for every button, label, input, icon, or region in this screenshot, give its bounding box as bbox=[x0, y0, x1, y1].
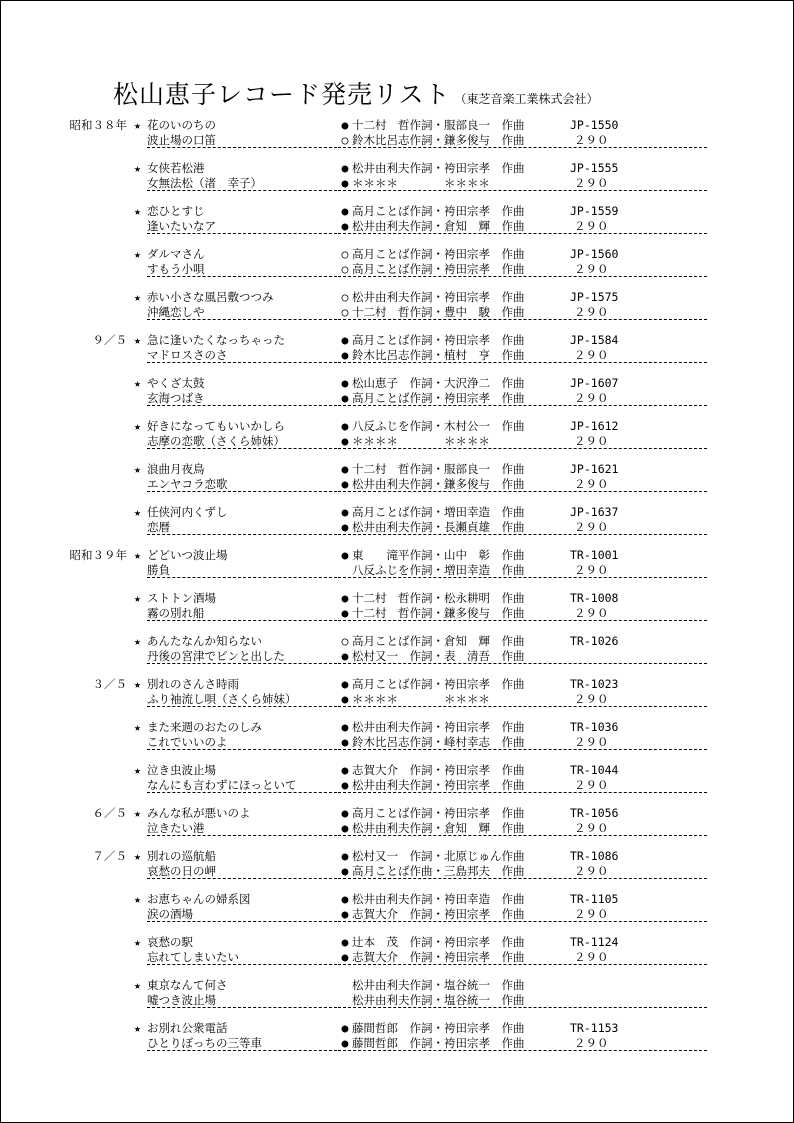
record-entry bbox=[1, 118, 793, 150]
b-side-mark-icon: ● bbox=[341, 821, 349, 835]
star-icon: ★ bbox=[134, 935, 141, 949]
catalog-number: JP-1584 bbox=[570, 333, 619, 347]
catalog-number: TR-1001 bbox=[570, 548, 619, 562]
b-side-credit: 松井由利夫作詞・長瀬貞雄 作曲 bbox=[352, 520, 525, 534]
b-side-credit: 松井由利夫作詞・鎌多俊与 作曲 bbox=[352, 477, 525, 491]
b-side-title: 女無法松（渚 幸子） bbox=[147, 176, 337, 191]
b-side-mark-icon: ● bbox=[341, 348, 349, 362]
b-side-mark-icon: ○ bbox=[341, 133, 349, 147]
b-side-title: 嘘つき波止場 bbox=[147, 993, 337, 1008]
star-icon: ★ bbox=[134, 763, 141, 777]
catalog-number: TR-1036 bbox=[570, 720, 619, 734]
star-icon: ★ bbox=[134, 720, 141, 734]
a-side-mark-icon: ● bbox=[341, 204, 349, 218]
record-entry bbox=[1, 419, 793, 451]
price: ２９０ bbox=[574, 520, 609, 534]
a-side-title: 急に逢いたくなっちゃった bbox=[147, 333, 285, 347]
catalog-number: TR-1086 bbox=[570, 849, 619, 863]
catalog-number: JP-1550 bbox=[570, 118, 619, 132]
star-icon: ★ bbox=[134, 376, 141, 390]
b-side-credit: 高月ことば作詞・袴田宗孝 作曲 bbox=[352, 262, 525, 276]
b-side-title: エンヤコラ恋歌 bbox=[147, 477, 337, 492]
b-side-mark-icon: ● bbox=[341, 219, 349, 233]
b-side-title: 忘れてしまいたい bbox=[147, 950, 337, 965]
b-side-title: 勝負 bbox=[147, 563, 337, 578]
b-side-title: 丹後の宮津でピンと出した bbox=[147, 649, 337, 664]
a-side-title: みんな私が悪いのよ bbox=[147, 806, 251, 820]
price: ２９０ bbox=[574, 606, 609, 620]
price: ２９０ bbox=[574, 477, 609, 491]
a-side-credit: 十二村 哲作詞・松永耕明 作曲 bbox=[352, 591, 525, 605]
catalog-number: TR-1008 bbox=[570, 591, 619, 605]
catalog-number: JP-1560 bbox=[570, 247, 619, 261]
b-side-title: 恋暦 bbox=[147, 520, 337, 535]
b-side-mark-icon: ● bbox=[341, 735, 349, 749]
record-entry bbox=[1, 204, 793, 236]
a-side-mark-icon: ● bbox=[341, 935, 349, 949]
b-side-title: すもう小唄 bbox=[147, 262, 337, 277]
a-side-credit: 松井由利夫作詞・袴田宗孝 作曲 bbox=[352, 290, 525, 304]
b-side-title: 涙の酒場 bbox=[147, 907, 337, 922]
price: ２９０ bbox=[574, 864, 609, 878]
catalog-number: TR-1153 bbox=[570, 1021, 619, 1035]
publisher-subtitle: （東芝音楽工業株式会社） bbox=[454, 92, 599, 106]
b-side-credit: ＊＊＊＊ ＊＊＊＊ bbox=[352, 434, 525, 448]
record-entry bbox=[1, 548, 793, 580]
a-side-mark-icon: ● bbox=[341, 892, 349, 906]
b-side-mark-icon: ○ bbox=[341, 305, 349, 319]
star-icon: ★ bbox=[134, 548, 141, 562]
price: ２９０ bbox=[574, 821, 609, 835]
b-side-mark-icon: ○ bbox=[341, 262, 349, 276]
a-side-credit: 十二村 哲作詞・服部良一 作曲 bbox=[352, 118, 525, 132]
star-icon: ★ bbox=[134, 333, 141, 347]
b-side-title: 波止場の口笛 bbox=[147, 133, 337, 148]
a-side-credit: 八反ふじを作詞・木村公一 作曲 bbox=[352, 419, 525, 433]
record-entry bbox=[1, 806, 793, 838]
b-side-credit: 鈴木比呂志作詞・植村 亨 作曲 bbox=[352, 348, 525, 362]
a-side-title: 恋ひとすじ bbox=[147, 204, 205, 218]
price: ２９０ bbox=[574, 348, 609, 362]
price: ２９０ bbox=[574, 391, 609, 405]
record-entry bbox=[1, 892, 793, 924]
b-side-mark-icon: ● bbox=[341, 391, 349, 405]
a-side-mark-icon: ● bbox=[341, 161, 349, 175]
a-side-credit: 辻本 茂 作詞・袴田宗孝 作曲 bbox=[352, 935, 525, 949]
a-side-credit: 高月ことば作詞・増田幸造 作曲 bbox=[352, 505, 525, 519]
a-side-credit: 松村又一 作詞・北原じゅん作曲 bbox=[352, 849, 525, 863]
catalog-number: TR-1044 bbox=[570, 763, 619, 777]
a-side-mark-icon: ● bbox=[341, 333, 349, 347]
a-side-title: お別れ公衆電話 bbox=[147, 1021, 228, 1035]
catalog-number: JP-1555 bbox=[570, 161, 619, 175]
b-side-mark-icon: ● bbox=[341, 434, 349, 448]
b-side-title: ふり袖流し唄（さくら姉妹） bbox=[147, 692, 337, 707]
record-entry bbox=[1, 333, 793, 365]
record-entry bbox=[1, 505, 793, 537]
a-side-title: ダルマさん bbox=[147, 247, 205, 261]
a-side-title: お恵ちゃんの婦系図 bbox=[147, 892, 251, 906]
b-side-mark-icon: ● bbox=[341, 864, 349, 878]
a-side-mark-icon: ● bbox=[341, 591, 349, 605]
a-side-credit: 松山恵子 作詞・大沢浄二 作曲 bbox=[352, 376, 525, 390]
a-side-mark-icon: ● bbox=[341, 720, 349, 734]
b-side-credit: 松村又一 作詞・表 清吾 作曲 bbox=[352, 649, 525, 663]
b-side-credit: 松井由利夫作詞・袴田宗孝 作曲 bbox=[352, 778, 525, 792]
a-side-mark-icon: ● bbox=[341, 118, 349, 132]
b-side-mark-icon: ● bbox=[341, 907, 349, 921]
star-icon: ★ bbox=[134, 118, 141, 132]
record-entry bbox=[1, 376, 793, 408]
b-side-title: 沖縄恋しや bbox=[147, 305, 337, 320]
b-side-credit: 鈴木比呂志作詞・鎌多俊与 作曲 bbox=[352, 133, 525, 147]
catalog-number: TR-1105 bbox=[570, 892, 619, 906]
b-side-credit: 高月ことば作詞・袴田宗孝 作曲 bbox=[352, 391, 525, 405]
b-side-credit: 志賀大介 作詞・袴田宗孝 作曲 bbox=[352, 907, 525, 921]
star-icon: ★ bbox=[134, 161, 141, 175]
a-side-credit: 十二村 哲作詞・服部良一 作曲 bbox=[352, 462, 525, 476]
a-side-mark-icon: ● bbox=[341, 763, 349, 777]
b-side-title: 玄海つばき bbox=[147, 391, 337, 406]
a-side-title: あんたなんか知らない bbox=[147, 634, 262, 648]
b-side-mark-icon: ● bbox=[341, 606, 349, 620]
star-icon: ★ bbox=[134, 419, 141, 433]
a-side-credit: 松井由利夫作詞・袴田宗孝 作曲 bbox=[352, 720, 525, 734]
record-entry bbox=[1, 634, 793, 666]
release-date: 昭和３８年 bbox=[69, 118, 127, 132]
star-icon: ★ bbox=[134, 247, 141, 261]
a-side-mark-icon: ○ bbox=[341, 634, 349, 648]
b-side-mark-icon: ● bbox=[341, 649, 349, 663]
b-side-credit: 鈴木比呂志作詞・峰村幸志 作曲 bbox=[352, 735, 525, 749]
a-side-title: 好きになってもいいかしら bbox=[147, 419, 285, 433]
catalog-number: TR-1023 bbox=[570, 677, 619, 691]
a-side-title: 花のいのちの bbox=[147, 118, 216, 132]
price: ２９０ bbox=[574, 778, 609, 792]
a-side-mark-icon: ○ bbox=[341, 290, 349, 304]
b-side-credit: 松井由利夫作詞・塩谷統一 作曲 bbox=[352, 993, 525, 1007]
release-date: ３／５ bbox=[92, 677, 127, 691]
release-date: ６／５ bbox=[92, 806, 127, 820]
star-icon: ★ bbox=[134, 677, 141, 691]
release-date: 昭和３９年 bbox=[69, 548, 127, 562]
b-side-title: 志摩の恋歌（さくら姉妹） bbox=[147, 434, 337, 449]
record-entry bbox=[1, 978, 793, 1010]
star-icon: ★ bbox=[134, 204, 141, 218]
star-icon: ★ bbox=[134, 806, 141, 820]
b-side-title: これでいいのよ bbox=[147, 735, 337, 750]
price: ２９０ bbox=[574, 219, 609, 233]
record-entry bbox=[1, 591, 793, 623]
record-entry bbox=[1, 935, 793, 967]
a-side-credit: 高月ことば作詞・袴田宗孝 作曲 bbox=[352, 677, 525, 691]
price: ２９０ bbox=[574, 262, 609, 276]
b-side-mark-icon: ● bbox=[341, 692, 349, 706]
a-side-credit: 高月ことば作詞・袴田宗孝 作曲 bbox=[352, 806, 525, 820]
b-side-title: マドロスさのさ bbox=[147, 348, 337, 363]
catalog-number: TR-1124 bbox=[570, 935, 619, 949]
b-side-credit: 松井由利夫作詞・倉知 輝 作曲 bbox=[352, 821, 525, 835]
a-side-credit: 松井由利夫作詞・袴田幸造 作曲 bbox=[352, 892, 525, 906]
star-icon: ★ bbox=[134, 892, 141, 906]
star-icon: ★ bbox=[134, 849, 141, 863]
catalog-number: JP-1612 bbox=[570, 419, 619, 433]
star-icon: ★ bbox=[134, 978, 141, 992]
catalog-number: JP-1575 bbox=[570, 290, 619, 304]
release-date: ９／５ bbox=[92, 333, 127, 347]
b-side-title: なんにも言わずにほっといて bbox=[147, 778, 337, 793]
star-icon: ★ bbox=[134, 1021, 141, 1035]
price: ２９０ bbox=[574, 133, 609, 147]
b-side-mark-icon: ● bbox=[341, 477, 349, 491]
b-side-mark-icon: ● bbox=[341, 778, 349, 792]
b-side-credit: ＊＊＊＊ ＊＊＊＊ bbox=[352, 176, 525, 190]
b-side-title: ひとりぼっちの三等車 bbox=[147, 1036, 337, 1051]
price: ２９０ bbox=[574, 907, 609, 921]
b-side-mark-icon: ● bbox=[341, 1036, 349, 1050]
record-entry bbox=[1, 161, 793, 193]
a-side-mark-icon: ● bbox=[341, 1021, 349, 1035]
a-side-mark-icon: ● bbox=[341, 548, 349, 562]
b-side-title: 哀愁の日の岬 bbox=[147, 864, 337, 879]
a-side-title: 東京なんて何さ bbox=[147, 978, 228, 992]
a-side-mark-icon: ○ bbox=[341, 247, 349, 261]
a-side-title: どどいつ波止場 bbox=[147, 548, 228, 562]
a-side-credit: 東 滝平作詞・山中 彰 作曲 bbox=[352, 548, 525, 562]
record-entry bbox=[1, 849, 793, 881]
a-side-title: 別れの巡航船 bbox=[147, 849, 216, 863]
b-side-title: 泣きたい港 bbox=[147, 821, 337, 836]
a-side-mark-icon: ● bbox=[341, 806, 349, 820]
a-side-mark-icon: ● bbox=[341, 419, 349, 433]
b-side-title: 霧の別れ船 bbox=[147, 606, 337, 621]
a-side-mark-icon: ● bbox=[341, 462, 349, 476]
catalog-number: TR-1026 bbox=[570, 634, 619, 648]
price: ２９０ bbox=[574, 735, 609, 749]
record-entry bbox=[1, 677, 793, 709]
b-side-credit: 高月ことば作曲・三島邦夫 作曲 bbox=[352, 864, 525, 878]
price: ２９０ bbox=[574, 305, 609, 319]
record-entry bbox=[1, 763, 793, 795]
a-side-credit: 高月ことば作詞・袴田宗孝 作曲 bbox=[352, 333, 525, 347]
b-side-credit: 松井由利夫作詞・倉知 輝 作曲 bbox=[352, 219, 525, 233]
record-entry bbox=[1, 1021, 793, 1053]
a-side-title: 別れのさんさ時雨 bbox=[147, 677, 239, 691]
b-side-credit: 十二村 哲作詞・豊中 駿 作曲 bbox=[352, 305, 525, 319]
price: ２９０ bbox=[574, 1036, 609, 1050]
b-side-mark-icon: ● bbox=[341, 520, 349, 534]
a-side-title: 浪曲月夜鳥 bbox=[147, 462, 205, 476]
release-date: ７／５ bbox=[92, 849, 127, 863]
a-side-credit: 高月ことば作詞・袴田宗孝 作曲 bbox=[352, 204, 525, 218]
price: ２９０ bbox=[574, 563, 609, 577]
b-side-credit: ＊＊＊＊ ＊＊＊＊ bbox=[352, 692, 525, 706]
a-side-title: 泣き虫波止場 bbox=[147, 763, 216, 777]
b-side-credit: 志賀大介 作詞・袴田宗孝 作曲 bbox=[352, 950, 525, 964]
a-side-title: 哀愁の駅 bbox=[147, 935, 193, 949]
price: ２９０ bbox=[574, 692, 609, 706]
catalog-number: JP-1637 bbox=[570, 505, 619, 519]
price: ２９０ bbox=[574, 434, 609, 448]
a-side-credit: 高月ことば作詞・倉知 輝 作曲 bbox=[352, 634, 525, 648]
a-side-mark-icon: ● bbox=[341, 376, 349, 390]
title-text: 松山恵子レコード発売リスト bbox=[113, 80, 451, 109]
a-side-mark-icon: ● bbox=[341, 849, 349, 863]
catalog-number: TR-1056 bbox=[570, 806, 619, 820]
record-entry bbox=[1, 247, 793, 279]
b-side-credit: 十二村 哲作詞・鎌多俊与 作曲 bbox=[352, 606, 525, 620]
star-icon: ★ bbox=[134, 462, 141, 476]
star-icon: ★ bbox=[134, 290, 141, 304]
star-icon: ★ bbox=[134, 591, 141, 605]
a-side-title: 赤い小さな風呂敷つつみ bbox=[147, 290, 274, 304]
b-side-mark-icon: ● bbox=[341, 176, 349, 190]
a-side-credit: 志賀大介 作詞・袴田宗孝 作曲 bbox=[352, 763, 525, 777]
b-side-title: 逢いたいなア bbox=[147, 219, 337, 234]
price: ２９０ bbox=[574, 176, 609, 190]
record-entry bbox=[1, 720, 793, 752]
a-side-title: やくざ太鼓 bbox=[147, 376, 205, 390]
a-side-mark-icon: ● bbox=[341, 505, 349, 519]
a-side-credit: 高月ことば作詞・袴田宗孝 作曲 bbox=[352, 247, 525, 261]
record-list bbox=[1, 1, 793, 1122]
b-side-credit: 八反ふじを作詞・増田幸造 作曲 bbox=[352, 563, 525, 577]
a-side-title: また来週のおたのしみ bbox=[147, 720, 262, 734]
a-side-title: 任侠河内くずし bbox=[147, 505, 228, 519]
record-entry bbox=[1, 290, 793, 322]
a-side-mark-icon: ● bbox=[341, 677, 349, 691]
catalog-number: JP-1559 bbox=[570, 204, 619, 218]
b-side-mark-icon: ● bbox=[341, 950, 349, 964]
a-side-credit: 藤間哲郎 作詞・袴田宗孝 作曲 bbox=[352, 1021, 525, 1035]
price: ２９０ bbox=[574, 950, 609, 964]
star-icon: ★ bbox=[134, 634, 141, 648]
catalog-number: JP-1621 bbox=[570, 462, 619, 476]
catalog-number: JP-1607 bbox=[570, 376, 619, 390]
a-side-title: 女侠若松港 bbox=[147, 161, 205, 175]
record-entry bbox=[1, 462, 793, 494]
a-side-title: ストトン酒場 bbox=[147, 591, 216, 605]
a-side-credit: 松井由利夫作詞・塩谷統一 作曲 bbox=[352, 978, 525, 992]
b-side-credit: 藤間哲郎 作詞・袴田宗孝 作曲 bbox=[352, 1036, 525, 1050]
a-side-credit: 松井由利夫作詞・袴田宗孝 作曲 bbox=[352, 161, 525, 175]
star-icon: ★ bbox=[134, 505, 141, 519]
